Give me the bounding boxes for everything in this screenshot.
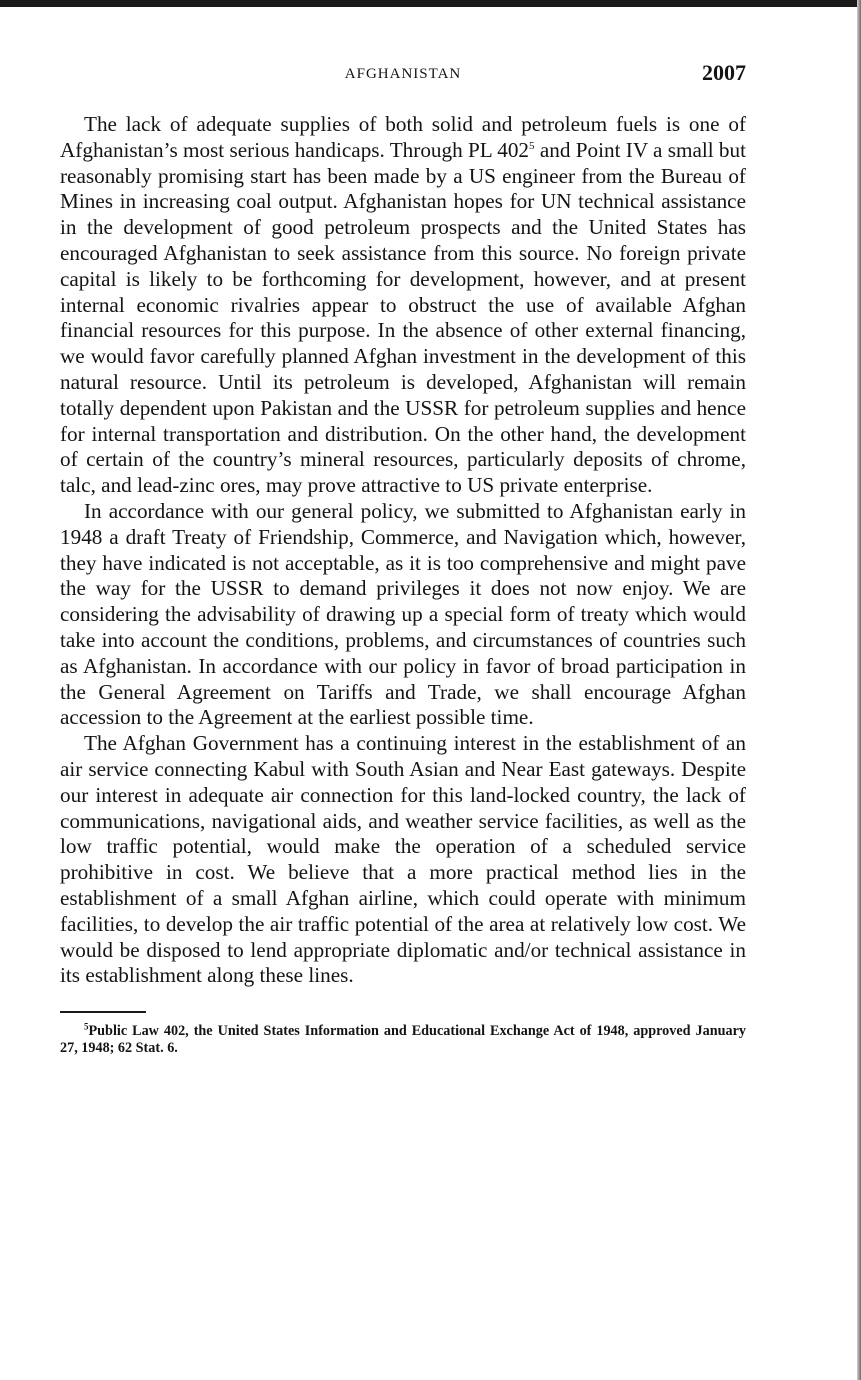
- page-right-edge: [857, 0, 861, 1380]
- footnote-text: Public Law 402, the United States Information and Educational Exchange Act of 1948, approved January 27, 1948; 62 Stat. 6.: [60, 1023, 746, 1057]
- footnote-reference: 5: [529, 139, 535, 152]
- paragraph-air-service: The Afghan Government has a continuing interest in the establishment of an air service connecting Kabul with South Asian and Near East gateways. Despite our interest in adequate air connection for this land-locked country, the lack of communications, navigational aids, and weather service facilities, as well as the low traffic potential, would make the operation of a scheduled service prohibitive in cost. We believe that a more practical method lies in the establishment of a small Afghan airline, which could operate with minimum facilities, to develop the air traffic potential of the area at relatively low cost. We would be disposed to lend appropriate diplomatic and/or technical assistance in its establishment along these lines.: [60, 731, 746, 988]
- paragraph-fuels-text-a: The lack of adequate supplies of both solid and petroleum fuels is one of Afghanistan’s most serious handicaps. Through PL 402: [60, 112, 746, 162]
- body-text: [60, 112, 746, 989]
- footnote-rule: [60, 1011, 146, 1013]
- document-page: [60, 56, 746, 1057]
- paragraph-treaty: In accordance with our general policy, we submitted to Afghanistan early in 1948 a draft Treaty of Friendship, Commerce, and Navigation which, however, they have indicated is not acceptable, as it is too comprehensive and might pave the way for the USSR to demand privileges it does not now enjoy. We are considering the advisability of drawing up a special form of treaty which would take into account the conditions, problems, and circumstances of countries such as Afghanistan. In accordance with our policy in favor of broad participation in the General Agreement on Tariffs and Trade, we shall encourage Afghan accession to the Agreement at the earliest possible time.: [60, 498, 746, 730]
- paragraph-fuels: [60, 112, 746, 499]
- footnote-mark: 5: [84, 1021, 89, 1032]
- footnote: [60, 1023, 746, 1057]
- page-top-edge: [0, 0, 861, 7]
- running-head: [60, 56, 746, 96]
- page-number: 2007: [702, 60, 746, 85]
- paragraph-fuels-text-b: and Point IV a small but reasonably promising start has been made by a US engineer from the Bureau of Mines in increasing coal output. Afghanistan hopes for UN technical assistance in the development of good petroleum prospects and the United States has encouraged Afghanistan to seek assistance from this source. No foreign private capital is likely to be forthcoming for development, however, and at present internal economic rivalries appear to obstruct the use of available Afghan financial resources for this purpose. In the absence of other external financing, we would favor carefully planned Afghan investment in the development of this natural resource. Until its petroleum is developed, Afghanistan will remain totally dependent upon Pakistan and the USSR for petroleum supplies and hence for internal transportation and distribution. On the other hand, the development of certain of the country’s mineral resources, particularly deposits of chrome, talc, and lead-zinc ores, may prove attractive to US private enterprise.: [60, 137, 747, 498]
- running-title: AFGHANISTAN: [344, 66, 462, 82]
